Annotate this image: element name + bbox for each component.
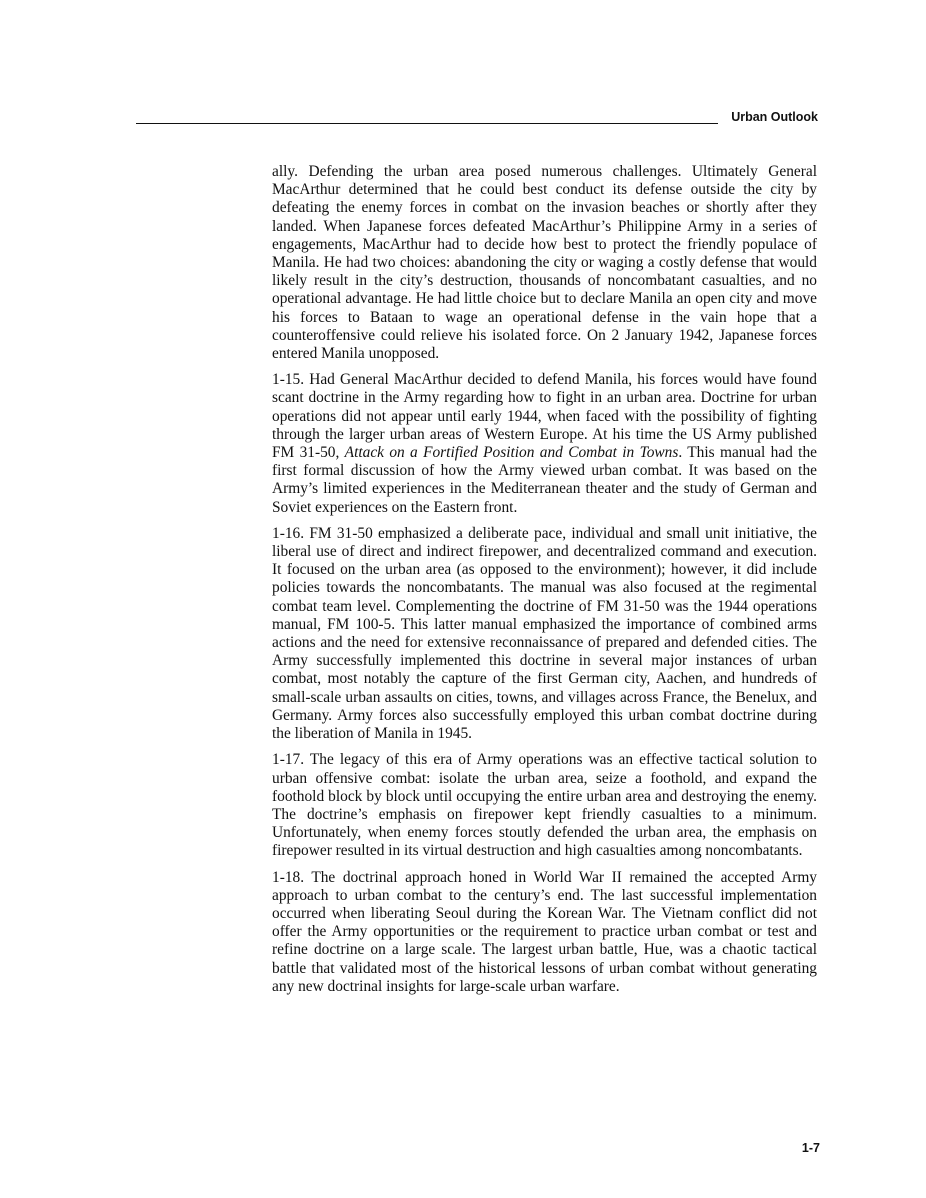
page-number: 1-7 xyxy=(801,1141,820,1155)
paragraph-1-15-text-before: 1-15. Had General MacArthur decided to defend Manila, his forces would have found scant doctrine in the Army regarding how to fight in an urban area. Doctrine for urban operations did not appear until early 1944, when faced with the possibility of fighting through the larger urban areas of Western Europe. At his time the US Army published FM 31-50, xyxy=(272,371,817,462)
running-header-title: Urban Outlook xyxy=(731,110,818,124)
paragraph-1-15 xyxy=(272,371,817,517)
manual-title-italic: Attack on a Fortified Position and Combat in Towns xyxy=(344,444,679,462)
paragraph-1-15-text-after: . This manual had the first formal discussion of how the Army viewed urban combat. It was based on the Army’s limited experiences in the Mediterranean theater and the study of German and Soviet experiences on the Eastern front. xyxy=(272,444,817,516)
header-rule xyxy=(136,123,718,124)
paragraph-1-17: 1-17. The legacy of this era of Army operations was an effective tactical solution to urban offensive combat: isolate the urban area, seize a foothold, and expand the foothold block by block until occupying the entire urban area and destroying the enemy. The doctrine’s emphasis on firepower kept friendly casualties to a minimum. Unfortunately, when enemy forces stoutly defended the urban area, the emphasis on firepower resulted in its virtual destruction and high casualties among noncombatants. xyxy=(272,751,817,860)
paragraph-continuation: ally. Defending the urban area posed numerous challenges. Ultimately General MacArthur determined that he could best conduct its defense outside the city by defeating the enemy forces in combat on the invasion beaches or shortly after they landed. When Japanese forces defeated MacArthur’s Philippine Army in a series of engagements, MacArthur had to decide how best to protect the friendly populace of Manila. He had two choices: abandoning the city or waging a costly defense that would likely result in the city’s destruction, thousands of noncombatant casualties, and no operational advantage. He had little choice but to declare Manila an open city and move his forces to Bataan to wage an operational defense in the vain hope that a counteroffensive could relieve his isolated force. On 2 January 1942, Japanese forces entered Manila unopposed. xyxy=(272,163,817,363)
paragraph-1-18: 1-18. The doctrinal approach honed in World War II remained the accepted Army approach to urban combat to the century’s end. The last successful implementation occurred when liberating Seoul during the Korean War. The Vietnam conflict did not offer the Army opportunities or the requirement to practice urban combat or test and refine doctrine on a large scale. The largest urban battle, Hue, was a chaotic tactical battle that validated most of the historical lessons of urban combat without generating any new doctrinal insights for large-scale urban warfare. xyxy=(272,868,817,995)
paragraph-1-16: 1-16. FM 31-50 emphasized a deliberate pace, individual and small unit initiative, the liberal use of direct and indirect firepower, and decentralized command and execution. It focused on the urban area (as opposed to the environment); however, it did include policies towards the noncombatants. The manual was also focused at the regimental combat team level. Complementing the doctrine of FM 31-50 was the 1944 operations manual, FM 100-5. This latter manual emphasized the importance of combined arms actions and the need for extensive reconnaissance of prepared and defended cities. The Army successfully implemented this doctrine in several major instances of urban combat, most notably the capture of the first German city, Aachen, and hundreds of small-scale urban assaults on cities, towns, and villages across France, the Benelux, and Germany. Army forces also successfully employed this urban combat doctrine during the liberation of Manila in 1945. xyxy=(272,524,817,743)
body-text xyxy=(272,163,817,1004)
